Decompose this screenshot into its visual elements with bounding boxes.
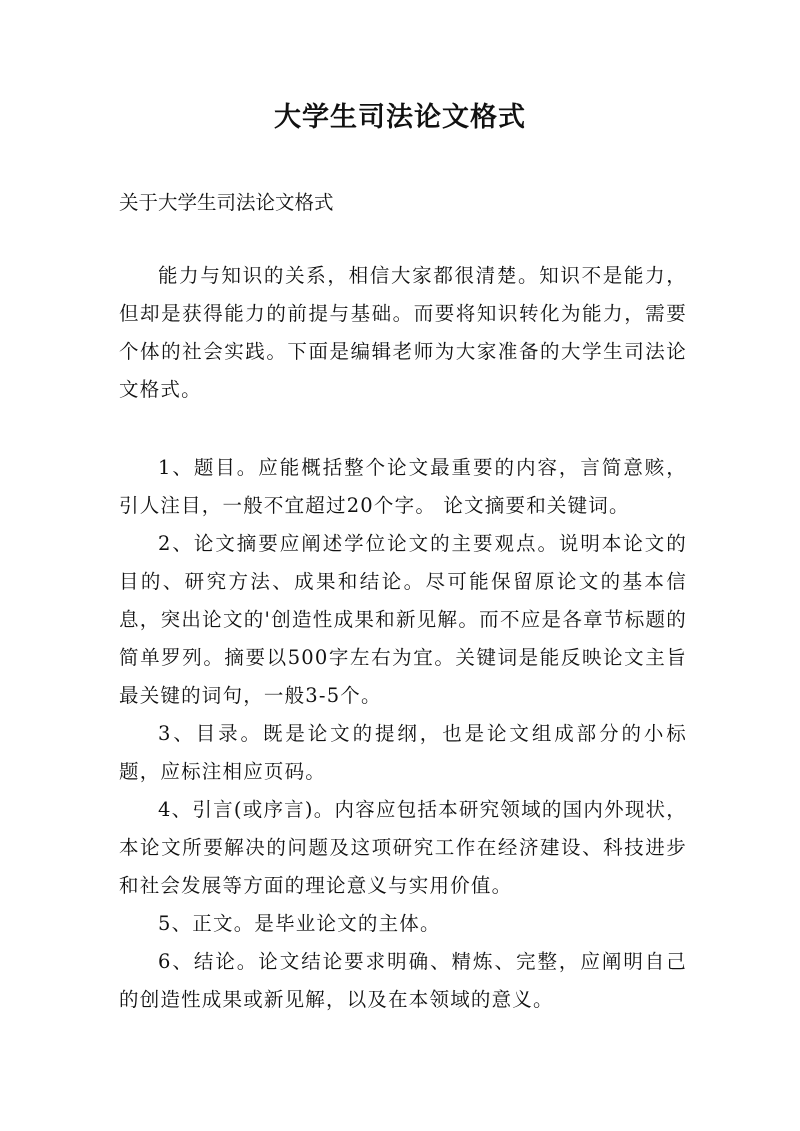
list-item: 1、题目。应能概括整个论文最重要的内容，言简意赅，引人注目，一般不宜超过20个字。 论文摘要和关键词。 bbox=[119, 456, 687, 517]
format-items-list bbox=[119, 449, 687, 1019]
intro-section bbox=[119, 257, 687, 409]
intro-paragraph: 能力与知识的关系，相信大家都很清楚。知识不是能力，但却是获得能力的前提与基础。而要将知识转化为能力，需要个体的社会实践。下面是编辑老师为大家准备的大学生司法论文格式。 bbox=[119, 264, 687, 401]
list-item: 2、论文摘要应阐述学位论文的主要观点。说明本论文的目的、研究方法、成果和结论。尽可能保留原论文的基本信息，突出论文的'创造性成果和新见解。而不应是各章节标题的简单罗列。摘要以500字左右为宜。关键词是能反映论文主旨最关键的词句，一般3-5个。 bbox=[119, 532, 687, 707]
list-item: 4、引言(或序言)。内容应包括本研究领域的国内外现状，本论文所要解决的问题及这项研究工作在经济建设、科技进步和社会发展等方面的理论意义与实用价值。 bbox=[119, 798, 687, 897]
list-item: 3、目录。既是论文的提纲，也是论文组成部分的小标题，应标注相应页码。 bbox=[119, 722, 687, 783]
list-item: 5、正文。是毕业论文的主体。 bbox=[158, 912, 441, 935]
list-item: 6、结论。论文结论要求明确、精炼、完整，应阐明自己的创造性成果或新见解，以及在本领域的意义。 bbox=[119, 950, 687, 1011]
document-title: 大学生司法论文格式 bbox=[274, 102, 526, 133]
document-subtitle: 关于大学生司法论文格式 bbox=[119, 191, 334, 214]
